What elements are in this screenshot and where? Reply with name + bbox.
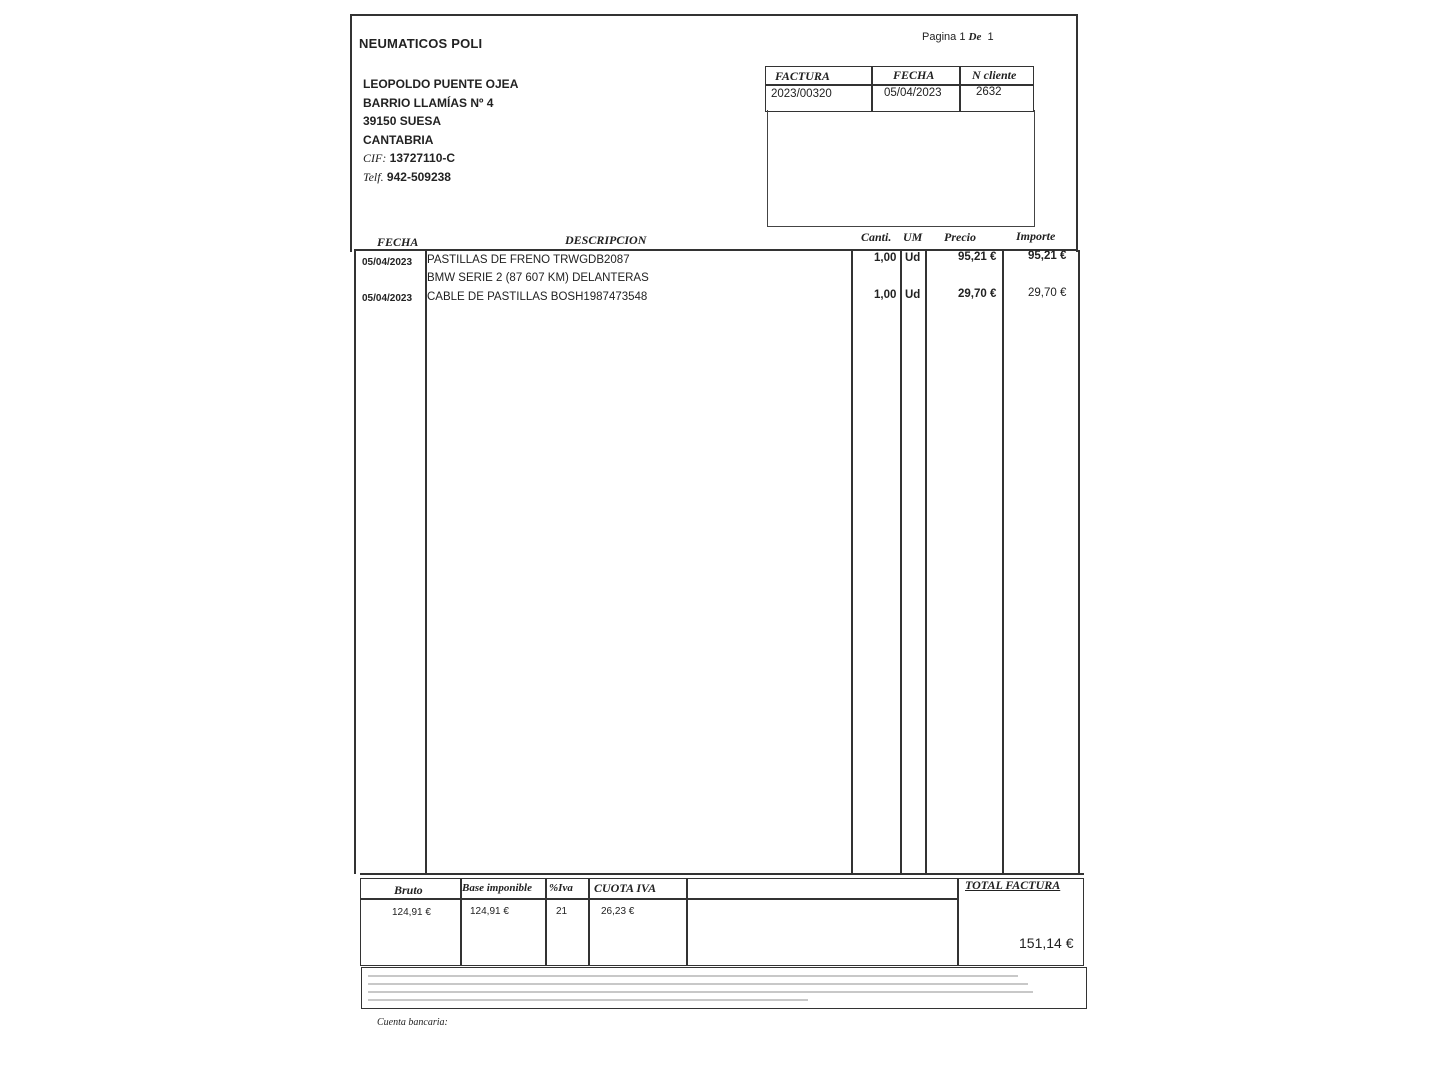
row1-desc-line2: BMW SERIE 2 (87 607 KM) DELANTERAS bbox=[427, 272, 649, 284]
frame-top bbox=[350, 14, 1078, 16]
frame-left bbox=[350, 14, 352, 252]
company-name: NEUMATICOS POLI bbox=[359, 36, 483, 51]
table-bottom-line bbox=[360, 873, 1084, 875]
row1-um: Ud bbox=[905, 252, 921, 264]
client-cif: 13727110-C bbox=[389, 151, 456, 165]
row2-desc-line1: CABLE DE PASTILLAS BOSH1987473548 bbox=[427, 291, 648, 303]
totals-header-line bbox=[361, 898, 958, 900]
page-current: 1 bbox=[959, 31, 966, 43]
client-tel: 942-509238 bbox=[386, 169, 451, 184]
client-region: CANTABRIA bbox=[363, 132, 434, 147]
factura-number: 2023/00320 bbox=[771, 88, 832, 100]
notes-box bbox=[767, 110, 1035, 227]
row1-desc-line1: PASTILLAS DE FRENO TRWGDB2087 bbox=[427, 254, 630, 266]
bank-account-label: Cuenta bancaria: bbox=[377, 1017, 448, 1028]
col-sep-um bbox=[925, 250, 927, 874]
row2-importe: 29,70 € bbox=[1028, 287, 1067, 299]
table-left-border bbox=[354, 250, 356, 874]
iva-value: 21 bbox=[556, 906, 568, 917]
col-header-cant: Canti. bbox=[861, 230, 892, 244]
cif-label: CIF: bbox=[363, 151, 387, 165]
client-tel-line bbox=[363, 168, 518, 187]
totals-sep-iva bbox=[588, 879, 590, 965]
client-cif-line bbox=[363, 149, 518, 168]
page-label: Pagina bbox=[922, 31, 957, 43]
row2-fecha: 05/04/2023 bbox=[362, 293, 413, 304]
client-name: LEOPOLDO PUENTE OJEA bbox=[363, 77, 519, 91]
totals-sep-total bbox=[957, 879, 959, 965]
cliente-label: N cliente bbox=[972, 68, 1017, 82]
client-address: BARRIO LLAMÍAS Nº 4 bbox=[363, 95, 494, 110]
client-number: 2632 bbox=[976, 86, 1002, 98]
table-right-border bbox=[1078, 250, 1080, 874]
fine-print-line bbox=[368, 991, 1033, 993]
row1-fecha: 05/04/2023 bbox=[362, 257, 413, 268]
row2-precio: 29,70 € bbox=[958, 288, 997, 300]
bruto-value: 124,91 € bbox=[392, 907, 431, 918]
row2-cant: 1,00 bbox=[874, 289, 897, 301]
invoice-box-col2 bbox=[959, 67, 961, 111]
col-header-precio: Precio bbox=[944, 230, 976, 244]
total-value: 151,14 € bbox=[1019, 935, 1074, 951]
fine-print-line bbox=[368, 975, 1018, 977]
page-of-label: De bbox=[968, 31, 982, 43]
col-header-um: UM bbox=[903, 230, 923, 244]
bruto-label: Bruto bbox=[394, 883, 423, 897]
invoice-date: 05/04/2023 bbox=[884, 87, 942, 99]
cuota-label: CUOTA IVA bbox=[594, 881, 657, 895]
col-header-descripcion: DESCRIPCION bbox=[565, 233, 647, 247]
col-sep-fecha bbox=[425, 250, 427, 874]
legal-box bbox=[361, 967, 1087, 1009]
fine-print-line bbox=[368, 999, 808, 1001]
row1-precio: 95,21 € bbox=[958, 251, 997, 263]
col-sep-precio bbox=[1002, 250, 1004, 874]
row1-cant: 1,00 bbox=[874, 252, 897, 264]
tel-label: Telf. bbox=[363, 169, 384, 184]
client-block bbox=[363, 75, 518, 186]
col-header-importe: Importe bbox=[1016, 229, 1056, 243]
row2-um: Ud bbox=[905, 289, 921, 301]
base-value: 124,91 € bbox=[470, 906, 509, 917]
col-header-fecha: FECHA bbox=[377, 235, 419, 249]
factura-label: FACTURA bbox=[775, 69, 830, 83]
totals-sep-cuota bbox=[686, 879, 688, 965]
fine-print-line bbox=[368, 983, 1028, 985]
total-label: TOTAL FACTURA bbox=[965, 878, 1061, 892]
col-sep-cant bbox=[900, 250, 902, 874]
base-label: Base imponible bbox=[462, 882, 532, 894]
fecha-label: FECHA bbox=[893, 68, 935, 82]
totals-sep-base bbox=[545, 879, 547, 965]
row1-importe: 95,21 € bbox=[1028, 250, 1067, 262]
cuota-value: 26,23 € bbox=[601, 906, 635, 917]
page-indicator bbox=[922, 31, 994, 43]
page-total: 1 bbox=[987, 31, 994, 43]
frame-right bbox=[1076, 14, 1078, 252]
client-city: 39150 SUESA bbox=[363, 114, 442, 128]
col-sep-desc bbox=[851, 250, 853, 874]
invoice-box-col1 bbox=[871, 67, 873, 111]
iva-label: %Iva bbox=[549, 882, 573, 894]
